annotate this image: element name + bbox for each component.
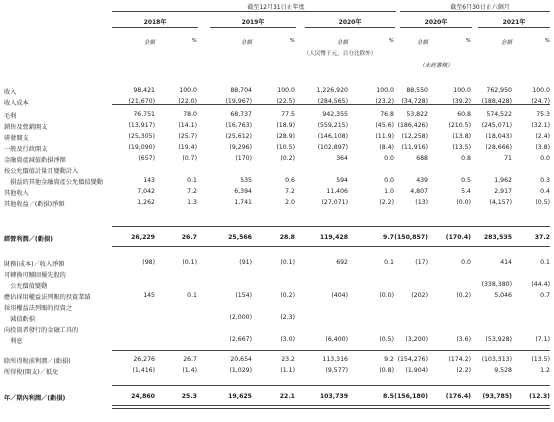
cell-percent: 23.2 [281,356,295,363]
year-header-2019: 2019年 [241,19,265,26]
row-label: 利息 [4,338,23,345]
row-label: 毛利 [4,113,17,120]
cell-percent: 60.8 [457,111,471,118]
cell-percent: (0.8) [379,367,394,374]
cell-amount: 53,822 [406,111,428,118]
cell-amount: (657) [138,155,155,162]
cell-amount: (2,667) [229,336,252,343]
row-label: 可轉換可贖回優先股的 [4,272,66,279]
cell-amount: (338,380) [481,281,512,288]
cell-amount: 68,737 [230,111,252,118]
cell-percent: 0.1 [187,177,197,184]
row-label: 採用權益法列賬的投資之 [4,305,73,312]
cell-percent: (170.4) [445,234,471,241]
cell-amount: (12,258) [401,133,428,140]
cell-percent: 0.0 [461,259,471,266]
cell-percent: (2.4) [535,133,550,140]
cell-percent: (8.4) [379,144,394,151]
cell-amount: 145 [143,292,155,299]
cell-amount: (4,157) [489,199,512,206]
cell-amount: (28,666) [485,144,512,151]
cell-amount: (103,313) [481,356,512,363]
cell-amount: (27,071) [321,199,348,206]
group-header-annual: 截至12月31日止年度 [247,4,305,11]
cell-amount: 6,394 [234,188,252,195]
row-label: 其他收入 [4,190,29,197]
cell-amount: 71 [504,155,512,162]
subtotal-rule [112,226,550,227]
cell-amount: 88,550 [406,87,428,94]
cell-amount: 76,751 [133,111,155,118]
cell-amount: 283,535 [483,234,512,241]
cell-amount: 364 [336,155,348,162]
cell-percent: 100.0 [532,87,550,94]
unit-percent-header: % [465,38,471,44]
cell-amount: (13,917) [128,122,155,129]
year-underline [210,27,296,28]
cell-amount: (21,670) [128,98,155,105]
cell-percent: 2.0 [285,199,295,206]
cell-percent: (23.2) [375,98,394,105]
cell-percent: 5.4 [461,188,471,195]
cell-percent: 8.5 [383,393,394,400]
cell-percent: (3.8) [535,144,550,151]
cell-percent: 0.7 [540,292,550,299]
cell-percent: (45.6) [375,122,394,129]
row-label: 金融資產減值虧損淨額 [4,157,66,164]
cell-amount: (202) [411,292,428,299]
cell-amount: 762,950 [486,87,512,94]
cell-percent: 76.8 [380,111,394,118]
cell-amount: (559,215) [317,122,348,129]
cell-amount: 26,229 [131,234,155,241]
subtotal-rule [112,350,550,351]
cell-amount: 98,421 [133,87,155,94]
row-label: 減值虧損 [4,316,35,323]
cell-percent: 100.0 [277,87,295,94]
cell-amount: (13) [415,199,428,206]
cell-amount: (25,305) [128,133,155,140]
row-label: 收入 [4,89,17,96]
cell-percent: (11.9) [375,133,394,140]
cell-percent: (210.5) [448,122,471,129]
cell-percent: 0.1 [187,292,197,299]
cell-amount: 119,428 [319,234,348,241]
row-label: 收入成本 [4,100,29,107]
year-underline [305,27,395,28]
cell-percent: (0.7) [182,155,197,162]
year-header-2020-interim: 2020年 [424,19,448,26]
cell-percent: (7.1) [535,336,550,343]
cell-amount: (150,857) [394,234,428,241]
cell-percent: 0.4 [540,188,550,195]
cell-percent: 75.3 [536,111,550,118]
cell-amount: (404) [331,292,348,299]
cell-amount: 942,355 [322,111,348,118]
cell-percent: 28.8 [279,234,295,241]
group-header-interim: 截至6月30日止六個月 [450,4,510,11]
group-underline-interim [400,11,550,12]
cell-percent: 1.3 [187,199,197,206]
cell-percent: 0.3 [540,177,550,184]
cell-amount: (154,276) [397,356,428,363]
cell-amount: 25,566 [228,234,252,241]
cell-amount: (17) [415,259,428,266]
cell-percent: 100.0 [376,87,394,94]
cell-percent: (0.0) [456,199,471,206]
cell-amount: 113,316 [322,356,348,363]
cell-amount: 143 [143,177,155,184]
cell-percent: 0.0 [540,155,550,162]
cell-amount: (1,416) [132,367,155,374]
currency-note: （人民幣千元，百分比除外） [303,51,377,57]
cell-amount: (91) [239,259,252,266]
cell-percent: (10.5) [276,144,295,151]
cell-percent: (19.4) [178,144,197,151]
cell-percent: 26.7 [183,356,197,363]
row-label: 一般及行政開支 [4,146,48,153]
cell-percent: (0.2) [280,155,295,162]
cell-percent: (25.7) [178,133,197,140]
cell-percent: 0.1 [540,259,550,266]
cell-amount: 1,962 [494,177,512,184]
cell-amount: (188,428) [481,98,512,105]
cell-amount: (11,916) [401,144,428,151]
cell-percent: 37.2 [534,234,550,241]
cell-amount: (3,200) [405,336,428,343]
row-label: 損益的其他金融資產公允價值變動 [4,179,103,186]
cell-percent: 100.0 [453,87,471,94]
cell-percent: (0.0) [379,292,394,299]
row-label: 除所得稅前利潤／(虧損) [4,358,71,365]
row-label: 銷售及營銷開支 [4,124,48,131]
cell-percent: 0.0 [384,177,394,184]
cell-amount: 103,739 [319,393,348,400]
cell-amount: 4,807 [410,188,428,195]
row-label: 向投資者發行的金融工具的 [4,327,79,334]
cell-percent: (0.2) [280,292,295,299]
cell-percent: (2.2) [379,199,394,206]
cell-amount: 88,704 [230,87,252,94]
cell-amount: (19,967) [225,98,252,105]
cell-percent: (32.1) [531,122,550,129]
cell-percent: 7.2 [187,188,197,195]
cell-amount: 535 [240,177,252,184]
cell-percent: 9.7 [383,234,394,241]
unit-amount-header: 金額 [500,40,512,46]
cell-amount: 1,741 [234,199,252,206]
row-label: 年／期內利潤／(虧損) [4,395,66,402]
cell-percent: (3.0) [280,336,295,343]
cell-amount: 1,226,920 [316,87,348,94]
cell-amount: (146,108) [317,133,348,140]
unit-amount-header: 金額 [143,40,155,46]
unit-amount-header: 金額 [336,40,348,46]
cell-percent: (13.8) [452,133,471,140]
cell-amount: 26,276 [133,356,155,363]
cell-amount: (186,426) [397,122,428,129]
cell-amount: (18,043) [485,133,512,140]
cell-amount: (284,565) [317,98,348,105]
cell-percent: (39.2) [452,98,471,105]
cell-amount: (170) [235,155,252,162]
cell-percent: (22.0) [178,98,197,105]
cell-amount: 24,860 [131,393,155,400]
subtotal-rule [112,385,550,386]
cell-percent: (2.2) [456,367,471,374]
group-underline-annual [112,11,396,12]
cell-percent: 0.1 [384,259,394,266]
unit-percent-header: % [388,38,394,44]
cell-percent: 1.0 [384,188,394,195]
cell-amount: (1,029) [229,367,252,374]
cell-percent: (13.5) [452,144,471,151]
row-label: 財務(成本)／收入淨額 [4,261,65,268]
total-double-rule [112,405,550,409]
cell-amount: 20,654 [230,356,252,363]
cell-amount: 414 [500,259,512,266]
year-underline [400,27,472,28]
cell-percent: (0.1) [182,259,197,266]
cell-amount: (1,904) [405,367,428,374]
unit-percent-header: % [289,38,295,44]
cell-percent: 7.2 [285,188,295,195]
cell-percent: (0.2) [456,292,471,299]
cell-percent: (18.9) [276,122,295,129]
cell-amount: (34,728) [401,98,428,105]
cell-percent: 0.0 [384,155,394,162]
cell-percent: (12.3) [529,393,550,400]
cell-amount: 7,042 [137,188,155,195]
cell-amount: (16,763) [225,122,252,129]
year-header-2021-interim: 2021年 [502,19,526,26]
cell-percent: (0.5) [379,336,394,343]
cell-percent: 0.5 [461,177,471,184]
cell-amount: (53,928) [485,336,512,343]
row-label: 所得稅(開支)／抵免 [4,369,59,376]
cell-percent: (13.5) [531,356,550,363]
cell-percent: 1.2 [540,367,550,374]
cell-amount: (102,897) [317,144,348,151]
cell-amount: 439 [416,177,428,184]
unit-percent-header: % [544,38,550,44]
cell-percent: (0.1) [280,259,295,266]
row-label: 按公允價值計量且變動計入 [4,168,79,175]
cell-amount: 574,522 [486,111,512,118]
year-underline [112,27,198,28]
cell-amount: (9,296) [229,144,252,151]
cell-percent: (28.9) [276,133,295,140]
cell-amount: 11,406 [326,188,348,195]
cell-amount: 688 [416,155,428,162]
cell-percent: (0.5) [535,199,550,206]
cell-amount: (156,180) [394,393,428,400]
cell-amount: 1,262 [137,199,155,206]
cell-percent: 0.8 [461,155,471,162]
cell-percent: (1.4) [182,367,197,374]
cell-percent: 100.0 [179,87,197,94]
cell-percent: 78.0 [183,111,197,118]
cell-amount: (25,612) [225,133,252,140]
cell-amount: (245,071) [481,122,512,129]
row-label: 研發開支 [4,135,29,142]
cell-percent: (1.1) [280,367,295,374]
cell-amount: 594 [336,177,348,184]
subtotal-rule [112,104,550,105]
row-label: 公允價值變動 [4,283,48,290]
cell-percent: 22.1 [279,393,295,400]
subtotal-rule [112,246,550,247]
unit-amount-header: 金額 [240,40,252,46]
cell-amount: 692 [336,259,348,266]
row-label: 經營利潤／(虧損) [4,236,53,243]
cell-amount: 5,046 [494,292,512,299]
row-label: 其他收益／(虧損)淨額 [4,201,65,208]
cell-amount: (19,090) [128,144,155,151]
cell-percent: (3.6) [456,336,471,343]
year-header-2020: 2020年 [338,19,362,26]
cell-percent: (174.2) [448,356,471,363]
cell-percent: (22.5) [276,98,295,105]
cell-amount: 19,625 [228,393,252,400]
cell-percent: 26.7 [181,234,197,241]
cell-percent: 77.5 [281,111,295,118]
cell-amount: (154) [235,292,252,299]
cell-percent: 0.6 [285,177,295,184]
year-underline [478,27,550,28]
cell-percent: 9.2 [384,356,394,363]
cell-percent: (14.1) [178,122,197,129]
cell-amount: 9,528 [494,367,512,374]
cell-percent: 25.3 [181,393,197,400]
cell-amount: (93,785) [482,393,512,400]
unit-percent-header: % [191,38,197,44]
cell-percent: (24.7) [531,98,550,105]
cell-percent: (176.4) [445,393,471,400]
cell-amount: 2,917 [494,188,512,195]
cell-percent: (44.4) [531,281,550,288]
cell-amount: (98) [142,259,155,266]
year-header-2018: 2018年 [143,19,167,26]
cell-amount: (2,000) [229,314,252,321]
row-label: 應佔採用權益法列賬的投資業績 [4,294,91,301]
cell-percent: (2.3) [280,314,295,321]
unit-amount-header: 金額 [416,40,428,46]
cell-amount: (9,577) [325,367,348,374]
cell-amount: (6,400) [325,336,348,343]
unaudited-note: （未經審核） [419,63,453,69]
